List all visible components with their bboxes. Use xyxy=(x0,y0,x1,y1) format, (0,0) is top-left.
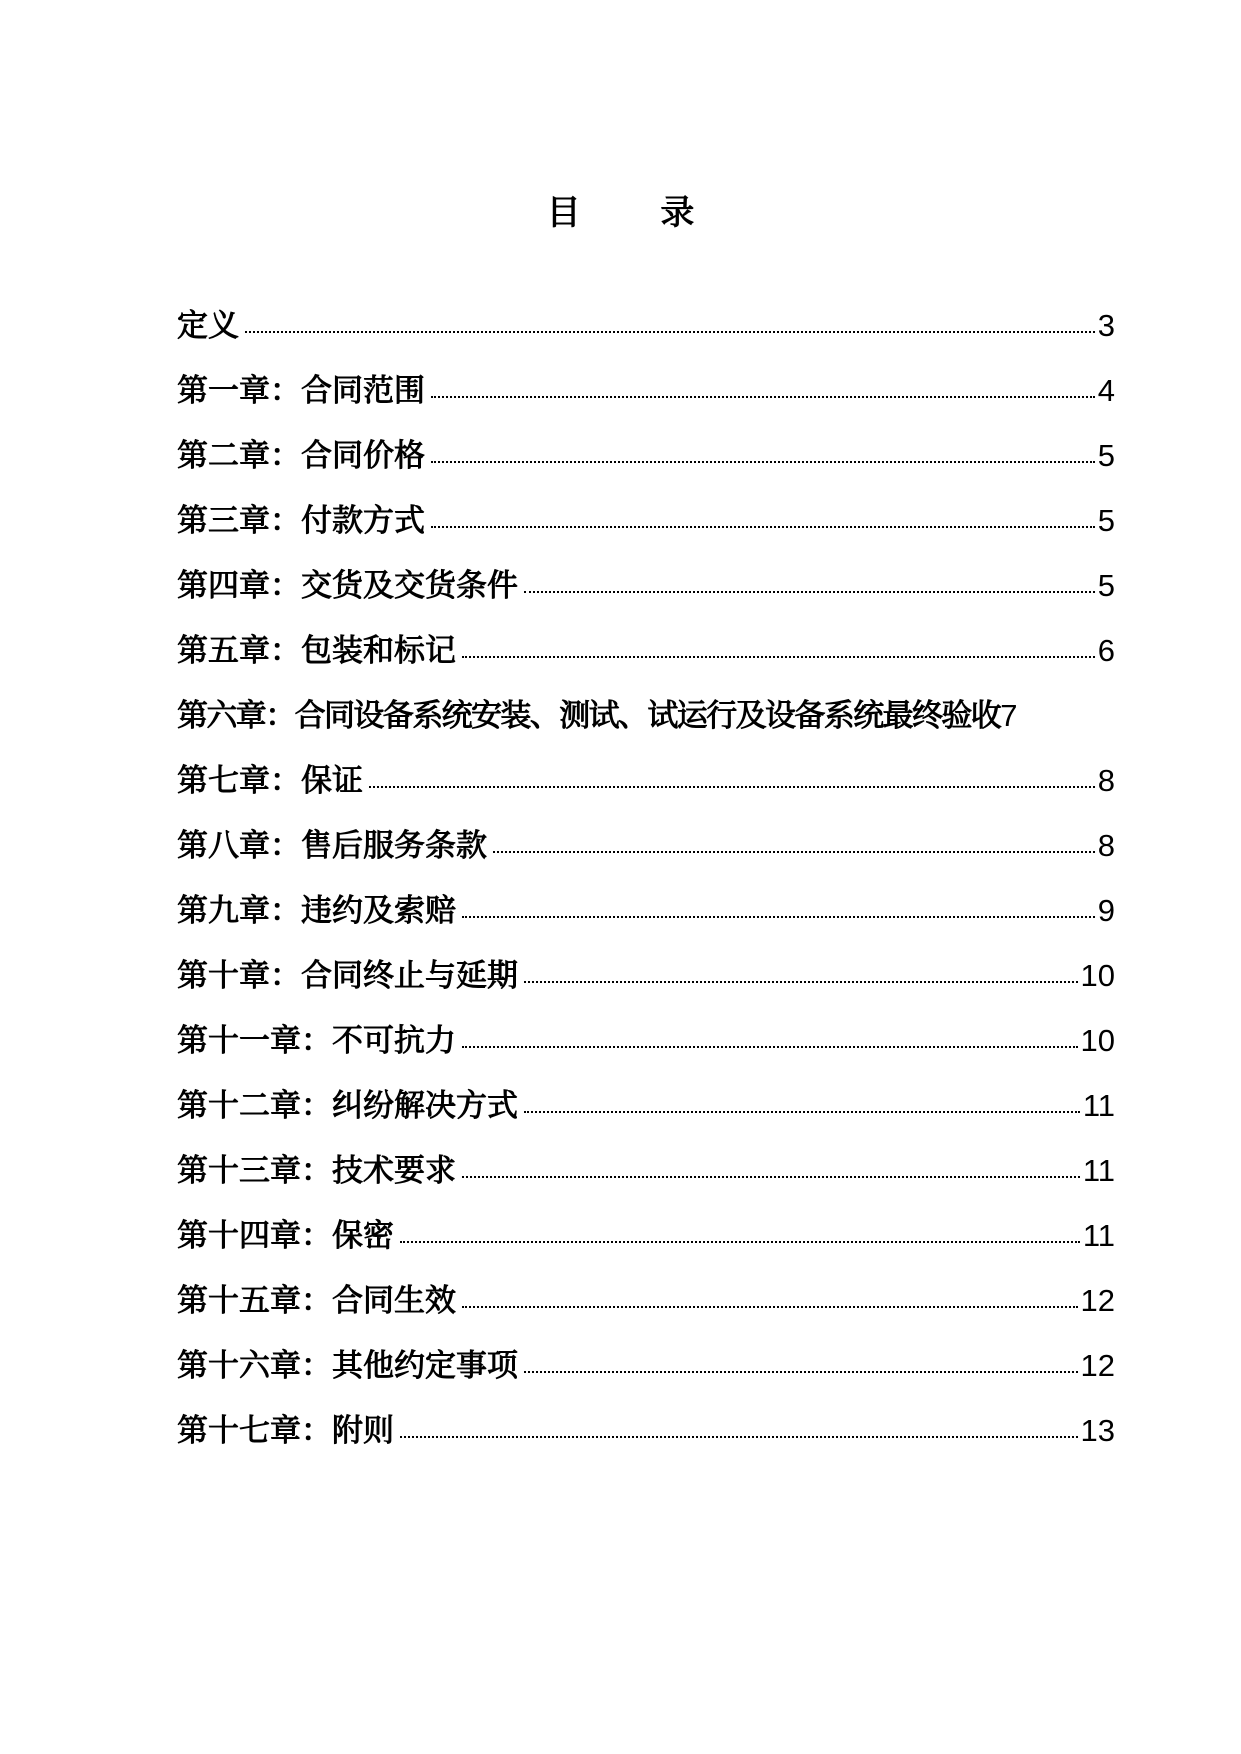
dot-leader xyxy=(462,916,1095,918)
toc-entry-label: 第十章：合同终止与延期 xyxy=(177,958,518,994)
toc-entry[interactable] xyxy=(177,1210,1115,1275)
toc-entry-label: 第十三章：技术要求 xyxy=(177,1153,456,1189)
toc-entry-page: 10 xyxy=(1080,958,1115,993)
toc-entry[interactable] xyxy=(177,755,1115,820)
toc-entry-label: 第十二章：纠纷解决方式 xyxy=(177,1088,518,1124)
toc-entry[interactable] xyxy=(177,300,1115,365)
dot-leader xyxy=(524,591,1095,593)
toc-entry-label: 第十七章：附则 xyxy=(177,1413,394,1449)
toc-entry-label: 第五章：包装和标记 xyxy=(177,633,456,669)
toc-entry-page: 3 xyxy=(1097,308,1115,343)
toc-entry-label: 第八章：售后服务条款 xyxy=(177,828,487,864)
toc-entry-page: 5 xyxy=(1097,568,1115,603)
toc-entry-label: 第三章：付款方式 xyxy=(177,503,425,539)
toc-entry-page: 11 xyxy=(1082,1218,1115,1253)
toc-entry[interactable] xyxy=(177,690,1115,755)
toc-entry[interactable] xyxy=(177,1275,1115,1340)
toc-list xyxy=(177,300,1115,1470)
toc-entry-page: 12 xyxy=(1080,1283,1115,1318)
dot-leader xyxy=(369,786,1095,788)
toc-entry-label: 第九章：违约及索赔 xyxy=(177,893,456,929)
toc-entry[interactable] xyxy=(177,950,1115,1015)
dot-leader xyxy=(524,1371,1078,1373)
toc-title: 目 录 xyxy=(546,193,729,233)
toc-entry-page: 8 xyxy=(1097,763,1115,798)
toc-entry[interactable] xyxy=(177,820,1115,885)
dot-leader xyxy=(400,1436,1078,1438)
toc-entry-label: 第二章：合同价格 xyxy=(177,438,425,474)
toc-entry-page: 10 xyxy=(1080,1023,1115,1058)
dot-leader xyxy=(524,1111,1080,1113)
toc-entry-page: 11 xyxy=(1082,1153,1115,1188)
toc-entry-page: 6 xyxy=(1097,633,1115,668)
dot-leader xyxy=(524,981,1078,983)
toc-entry-label: 第七章：保证 xyxy=(177,763,363,799)
toc-entry[interactable] xyxy=(177,1340,1115,1405)
dot-leader xyxy=(462,1046,1078,1048)
toc-entry[interactable] xyxy=(177,1015,1115,1080)
toc-entry-label: 第一章：合同范围 xyxy=(177,373,425,409)
toc-entry[interactable] xyxy=(177,365,1115,430)
dot-leader xyxy=(431,461,1095,463)
toc-entry-page: 12 xyxy=(1080,1348,1115,1383)
toc-entry-page: 5 xyxy=(1097,438,1115,473)
toc-entry[interactable] xyxy=(177,1405,1115,1470)
toc-entry[interactable] xyxy=(177,885,1115,950)
toc-entry[interactable] xyxy=(177,1145,1115,1210)
toc-entry-page: 11 xyxy=(1082,1088,1115,1123)
toc-entry-label: 第六章：合同设备系统安装、测试、试运行及设备系统最终验收 xyxy=(177,698,1001,734)
toc-entry-page: 7 xyxy=(1000,698,1018,733)
dot-leader xyxy=(493,851,1095,853)
toc-entry[interactable] xyxy=(177,495,1115,560)
toc-entry-page: 5 xyxy=(1097,503,1115,538)
toc-entry-label: 第十六章：其他约定事项 xyxy=(177,1348,518,1384)
toc-entry-label: 第十四章：保密 xyxy=(177,1218,394,1254)
toc-entry[interactable] xyxy=(177,625,1115,690)
dot-leader xyxy=(462,1306,1078,1308)
toc-entry-label: 第十五章：合同生效 xyxy=(177,1283,456,1319)
dot-leader xyxy=(462,656,1095,658)
toc-entry[interactable] xyxy=(177,1080,1115,1145)
toc-entry[interactable] xyxy=(177,560,1115,625)
dot-leader xyxy=(400,1241,1080,1243)
toc-entry-label: 第四章：交货及交货条件 xyxy=(177,568,518,604)
toc-entry-page: 4 xyxy=(1097,373,1115,408)
toc-entry-label: 定义 xyxy=(177,308,239,344)
dot-leader xyxy=(245,331,1095,333)
dot-leader xyxy=(431,526,1095,528)
dot-leader xyxy=(431,396,1095,398)
toc-entry-page: 13 xyxy=(1080,1413,1115,1448)
toc-entry-page: 8 xyxy=(1097,828,1115,863)
toc-entry-page: 9 xyxy=(1097,893,1115,928)
toc-entry[interactable] xyxy=(177,430,1115,495)
dot-leader xyxy=(462,1176,1080,1178)
toc-entry-label: 第十一章：不可抗力 xyxy=(177,1023,456,1059)
